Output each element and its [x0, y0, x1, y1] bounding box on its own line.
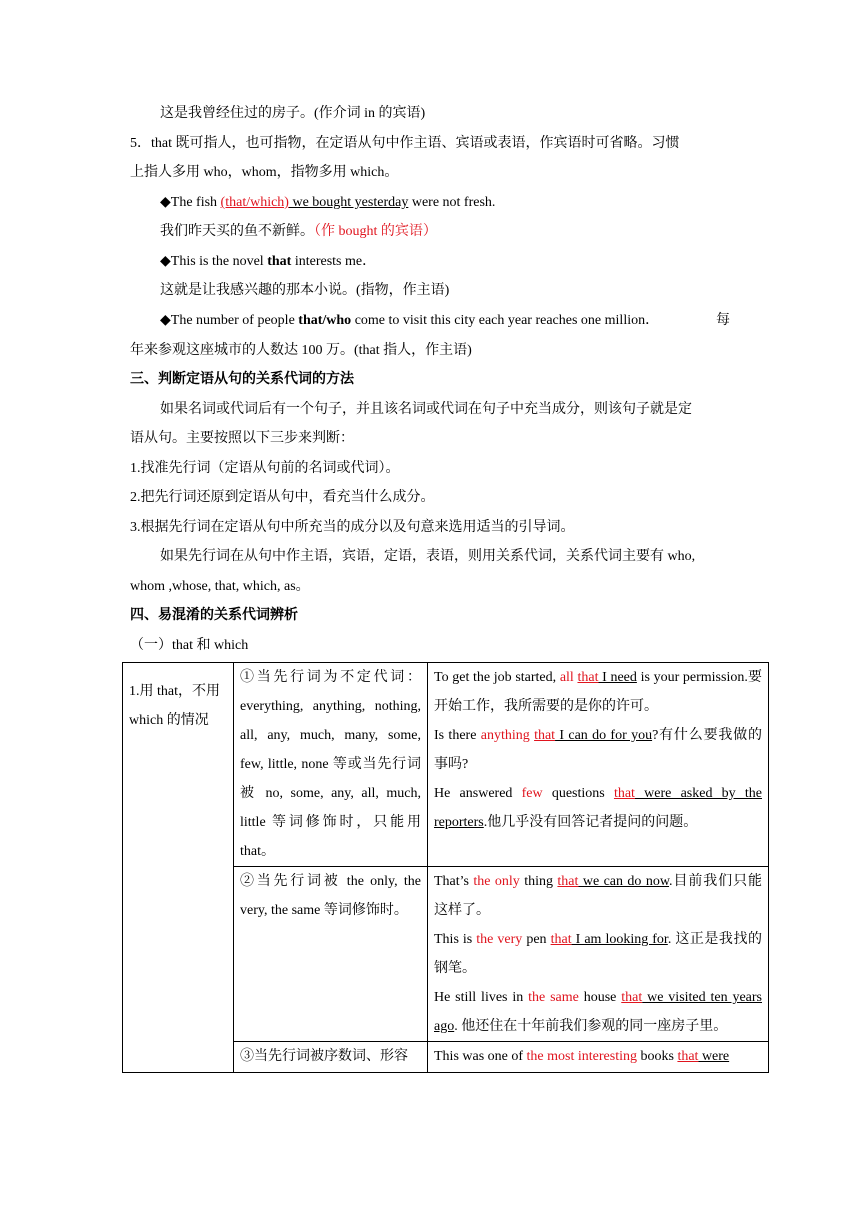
text-span: He still lives in	[434, 990, 529, 1005]
relative-pronoun: (that/which)	[220, 195, 289, 210]
example-sentence	[434, 867, 762, 925]
clause-text: I need	[598, 670, 637, 685]
step-item: 1.找准先行词（定语从句前的名词或代词）。	[130, 461, 400, 476]
text-span: ◆The number of people	[160, 313, 299, 328]
category-cell: 1.用 that，不用 which 的情况	[123, 663, 234, 1073]
text-span: thing	[519, 874, 558, 889]
example-sentence	[434, 663, 762, 721]
clause-text: we can do now	[578, 874, 670, 889]
text-span: This was one of	[434, 1049, 527, 1064]
rule-cell: ③当先行词被序数词、形容	[234, 1042, 428, 1073]
example-sentence	[434, 983, 762, 1041]
antecedent: the very	[476, 932, 523, 947]
relative-pronoun: that	[557, 874, 579, 889]
text-line: 这是我曾经住过的房子。(作介词 in 的宾语)	[160, 106, 426, 121]
clause-text: we bought yesterday	[288, 195, 409, 210]
step-item: 3.根据先行词在定语从句中所充当的成分以及句意来选用适当的引导词。	[130, 520, 575, 535]
text-span: . 这正是我找的钢笔。	[434, 932, 762, 976]
text-line: 上指人多用 who，whom，指物多用 which。	[130, 165, 399, 180]
step-item: 2.把先行词还原到定语从句中，看充当什么成分。	[130, 490, 435, 505]
clause-text: I am looking for	[571, 932, 668, 947]
text-span: . 他还住在十年前我们参观的同一座房子里。	[454, 1019, 728, 1034]
translation-line	[160, 222, 760, 242]
clause-text: I can do for you	[555, 728, 653, 743]
text-line: 5．that 既可指人，也可指物，在定语从句中作主语、宾语或表语，作宾语时可省略。习惯	[130, 136, 680, 151]
text-span: That’s	[434, 874, 474, 889]
section-heading: 三、判断定语从句的关系代词的方法	[130, 372, 354, 387]
text-line: 如果名词或代词后有一个句子，并且该名词或代词在句子中充当成分，则该句子就是定	[160, 402, 692, 417]
text-line: 这就是让我感兴趣的那本小说。(指物，作主语)	[160, 283, 450, 298]
relative-pronoun: that	[550, 932, 572, 947]
text-span: ◆The fish	[160, 195, 221, 210]
relative-pronoun: that	[677, 1049, 699, 1064]
text-line: 如果先行词在从句中作主语，宾语，定语，表语，则用关系代词，关系代词主要有 who,	[160, 549, 696, 564]
text-span: ◆This is the novel	[160, 254, 268, 269]
relative-pronoun: that	[613, 786, 635, 801]
antecedent: all	[559, 670, 574, 685]
example-sentence	[434, 721, 762, 779]
text-span: 每	[716, 313, 730, 328]
relative-pronoun: that	[621, 990, 643, 1005]
antecedent: the only	[473, 874, 520, 889]
text-span: is your permission.要开始工作，我所需要的是你的许可。	[434, 670, 762, 714]
example-cell	[428, 663, 769, 867]
text-span: house	[578, 990, 622, 1005]
antecedent: few	[521, 786, 543, 801]
text-line: whom ,whose, that, which, as。	[130, 579, 310, 594]
rule-cell: ①当先行词为不定代词：everything, anything, nothing, all, any, much, many, some, few, little, none 等或当先行词被 no, some, any, all, much, little 等词修饰时，只能用 that。	[234, 663, 428, 867]
text-span: pen	[522, 932, 551, 947]
text-span: questions	[542, 786, 614, 801]
relative-pronoun: that/who	[298, 313, 352, 328]
antecedent: the most interesting	[526, 1049, 637, 1064]
relative-pronoun: that	[534, 728, 556, 743]
subsection-heading: （一）that 和 which	[130, 638, 249, 653]
antecedent: anything	[480, 728, 530, 743]
clause-text: were asked by the reporters	[434, 786, 762, 830]
text-span: .目前我们只能这样了。	[434, 874, 763, 918]
example-sentence	[160, 252, 760, 272]
table-row	[123, 663, 769, 867]
text-span: He answered	[434, 786, 522, 801]
clause-text: were	[698, 1049, 730, 1064]
example-cell	[428, 867, 769, 1042]
text-span: Is there	[434, 728, 481, 743]
text-span: .他几乎没有回答记者提问的问题。	[483, 815, 698, 830]
text-span: ?有什么要我做的事吗?	[434, 728, 763, 772]
example-sentence	[160, 193, 760, 213]
example-sentence	[160, 311, 730, 331]
section-heading: 四、易混淆的关系代词辨析	[130, 608, 298, 623]
text-span: 我们昨天买的鱼不新鲜。	[160, 224, 314, 239]
clause-text: we visited ten years ago	[434, 990, 762, 1034]
example-cell	[428, 1042, 769, 1073]
comparison-table	[122, 662, 769, 1073]
antecedent: the same	[528, 990, 579, 1005]
relative-pronoun: that	[577, 670, 599, 685]
text-line: 语从句。主要按照以下三步来判断：	[130, 431, 354, 446]
text-line: 年来参观这座城市的人数达 100 万。(that 指人，作主语)	[130, 343, 472, 358]
grammar-note: （作 bought 的宾语）	[314, 224, 437, 239]
text-span: were not fresh.	[408, 195, 496, 210]
text-span: books	[636, 1049, 678, 1064]
text-span: This is	[434, 932, 477, 947]
rule-cell: ②当先行词被 the only, the very, the same 等词修饰时。	[234, 867, 428, 1042]
text-span: interests me．	[291, 254, 377, 269]
text-span: To get the job started,	[434, 670, 560, 685]
example-sentence	[434, 925, 762, 983]
relative-pronoun: that	[267, 254, 292, 269]
text-span: come to visit this city each year reaches one million．	[351, 313, 660, 328]
example-sentence	[434, 779, 762, 837]
